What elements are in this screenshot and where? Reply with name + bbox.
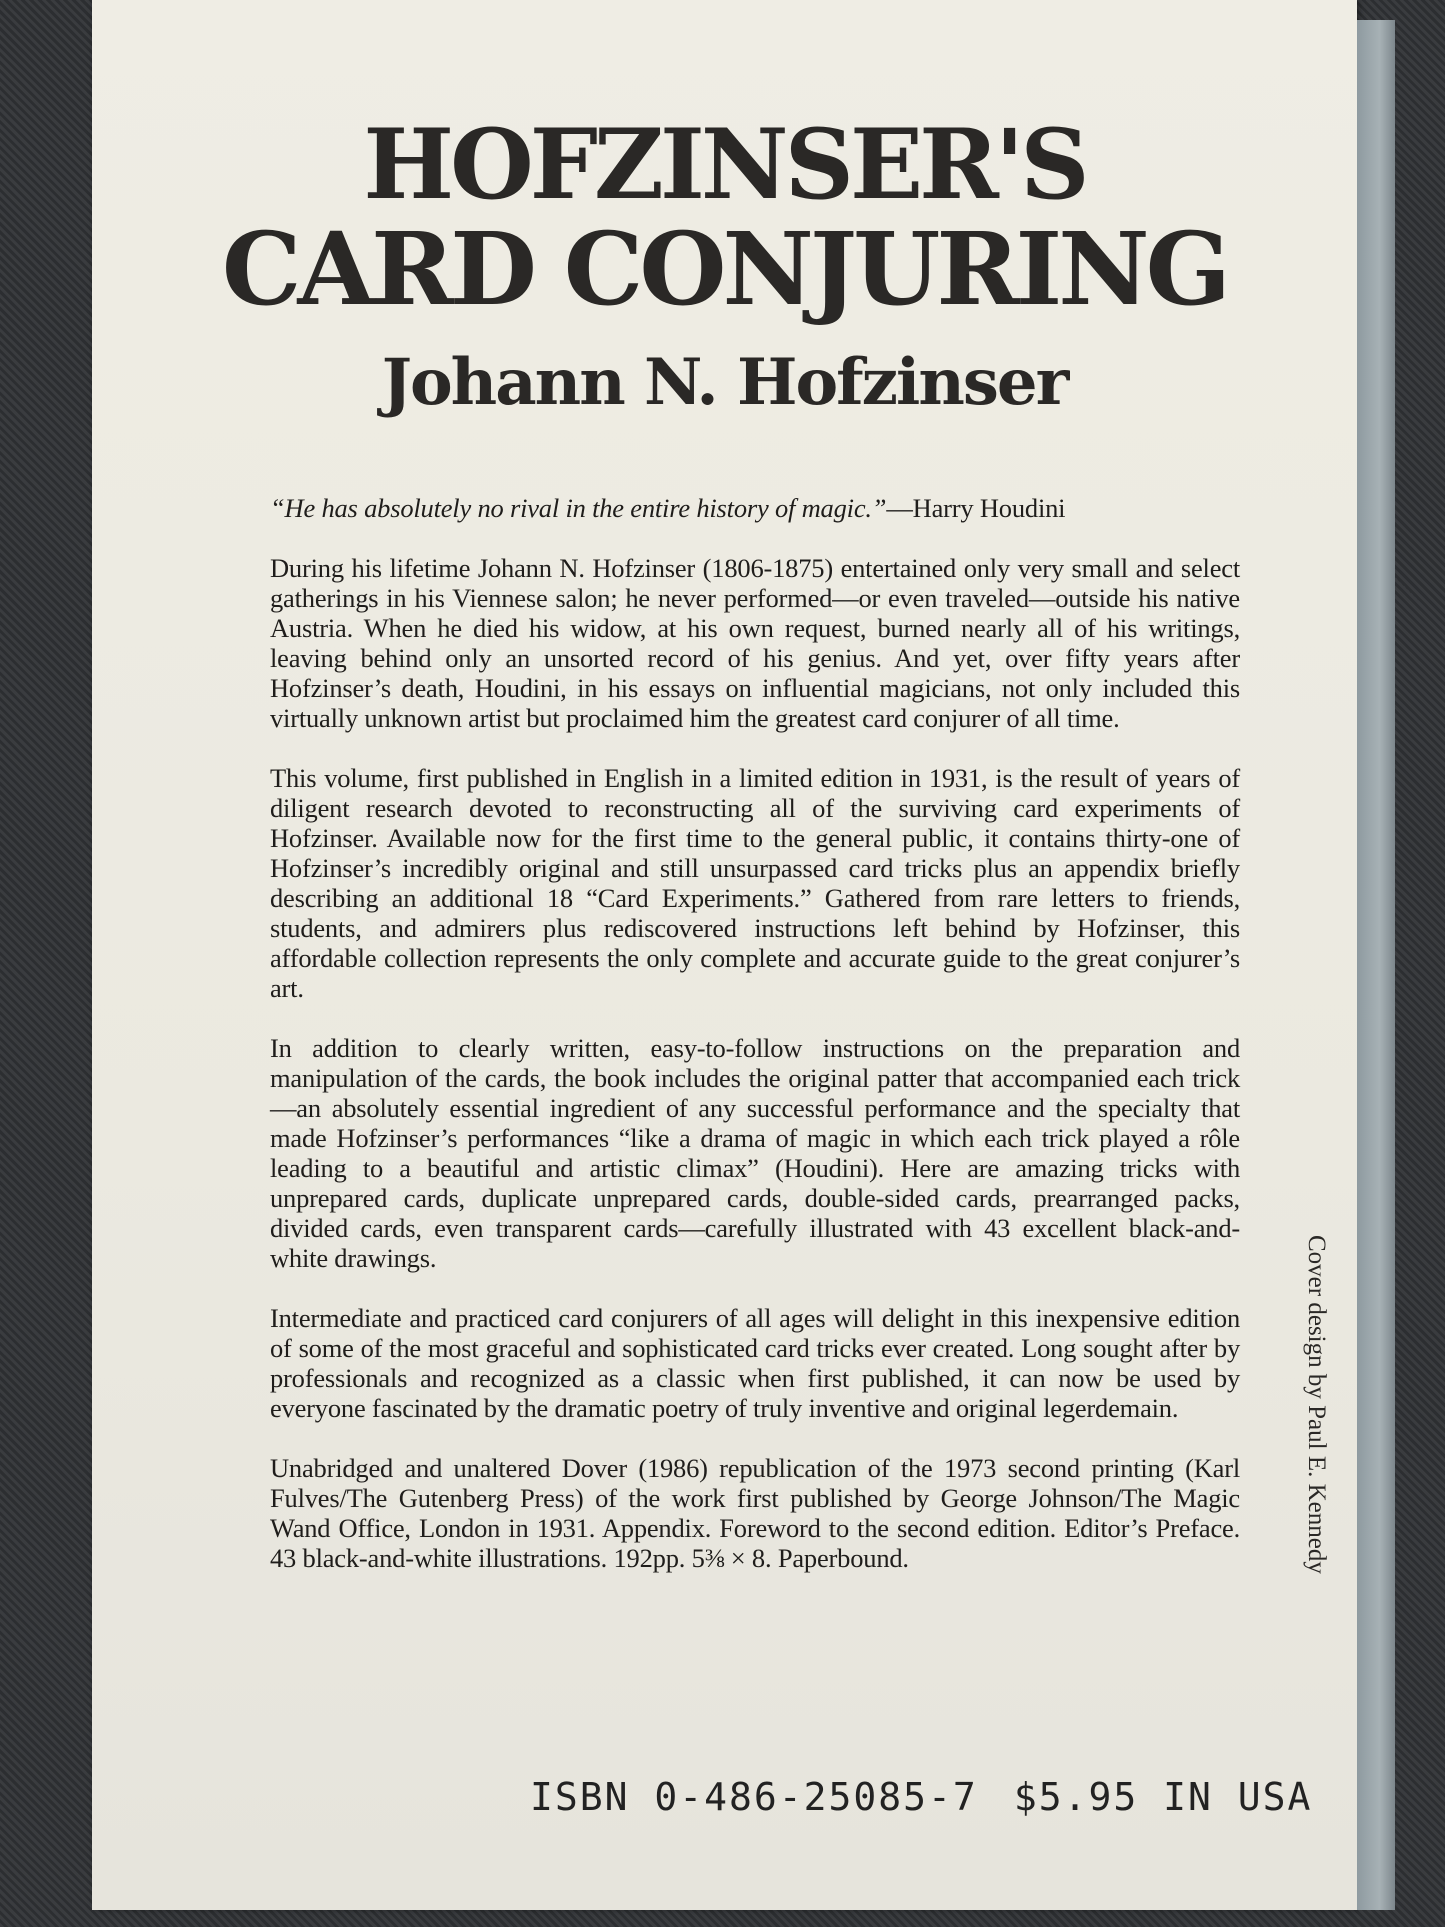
paragraph-5: Unabridged and unaltered Dover (1986) republication of the 1973 second printing (Karl Fulves/The Gutenberg Press) of the work first published by George Johnson/The Magic Wand Office, London in 1931. Appendix. Foreword to the second edition. Editor’s Preface. 43 black-and-white illustrations. 192pp. 5⅜ × 8. Paperbound. [270, 1453, 1240, 1573]
title-line-2: CARD CONJURING [221, 210, 1228, 328]
title-line-1: HOFZINSER'S [363, 108, 1086, 221]
blurb [270, 493, 1240, 1603]
isbn: ISBN 0-486-25085-7 [530, 1775, 978, 1819]
paragraph-2: This volume, first published in English in a limited edition in 1931, is the result of years of diligent research devoted to reconstructing all of the surviving card experiments of Hofzinser. Available now for the first time to the general public, it contains thirty-one of Hofzinser’s incredibly original and still unsurpassed card tricks plus an appendix briefly describing an additional 18 “Card Experiments.” Gathered from rare letters to friends, students, and admirers plus rediscovered instructions left behind by Hofzinser, this affordable collection represents the only complete and accurate guide to the great conjurer’s art. [270, 763, 1240, 1003]
paragraph-1: During his lifetime Johann N. Hofzinser (1806-1875) entertained only very small and select gatherings in his Viennese salon; he never performed—or even traveled—outside his native Austria. When he died his widow, at his own request, burned nearly all of his writings, leaving behind only an unsorted record of his genius. And yet, over fifty years after Hofzinser’s death, Houdini, in his essays on influential magicians, not only included this virtually unknown artist but proclaimed him the greatest card conjurer of all time. [270, 553, 1240, 733]
isbn-price-line [530, 1775, 1348, 1819]
author-name: Johann N. Hofzinser [381, 345, 1068, 420]
price: $5.95 IN USA [1013, 1775, 1313, 1819]
paragraph-3: In addition to clearly written, easy-to-follow instructions on the preparation and manipulation of the cards, the book includes the original patter that accompanied each trick—an absolutely essential ingredient of any successful performance and the specialty that made Hofzinser’s performances “like a drama of magic in which each trick played a rôle leading to a beautiful and artistic climax” (Houdini). Here are amazing tricks with unprepared cards, duplicate unprepared cards, double-sided cards, prearranged packs, divided cards, even transparent cards—carefully illustrated with 43 excellent black-and-white drawings. [270, 1033, 1240, 1273]
cover-credit: Cover design by Paul E. Kennedy [1303, 1235, 1330, 1574]
book-back-cover [92, 0, 1357, 1910]
book-spine [1357, 20, 1395, 1910]
paragraph-4: Intermediate and practiced card conjurers of all ages will delight in this inexpensive edition of some of the most graceful and sophisticated card tricks ever created. Long sought after by professionals and recognized as a classic when first published, it can now be used by everyone fascinated by the dramatic poetry of truly inventive and original legerdemain. [270, 1303, 1240, 1423]
houdini-quote: “He has absolutely no rival in the entire history of magic.” [270, 493, 887, 523]
quote-line [270, 493, 1240, 523]
quote-attribution: —Harry Houdini [886, 493, 1066, 523]
